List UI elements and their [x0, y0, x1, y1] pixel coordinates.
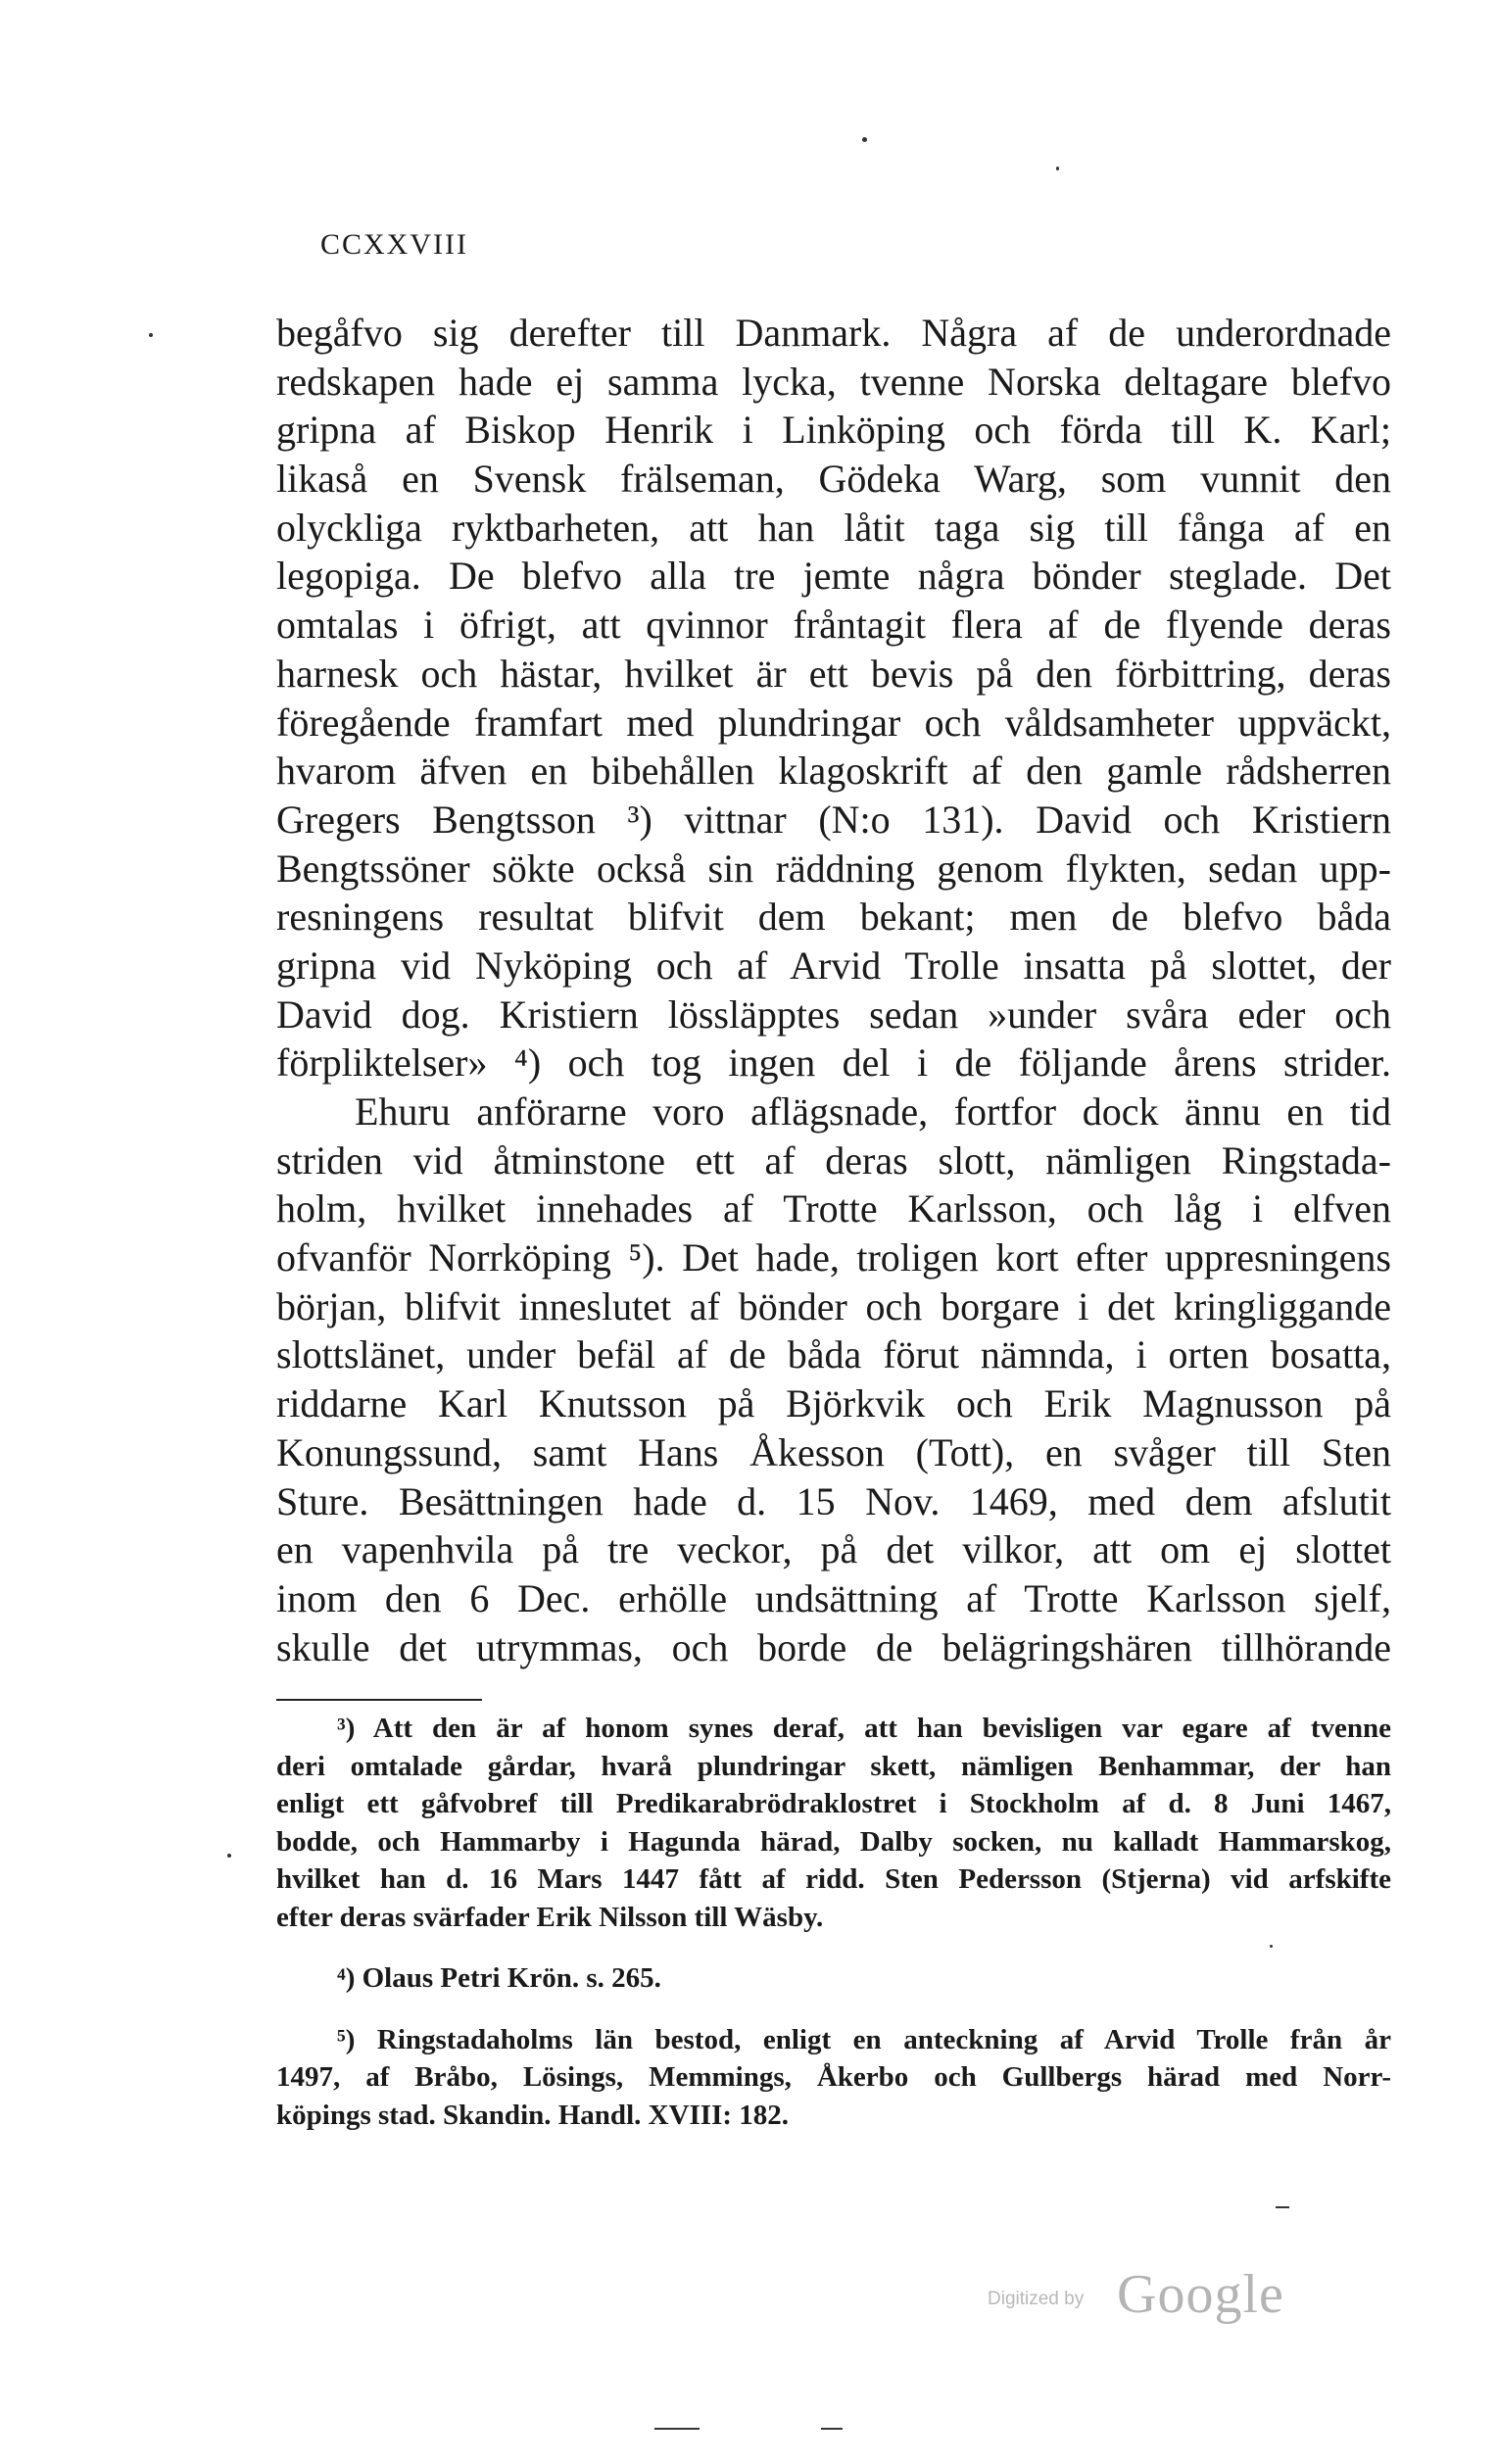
footnote-line: deri omtalade gårdar, hvarå plundringar skett, nämligen Benhammar, der han — [276, 1750, 1391, 1782]
body-line: början, blifvit inneslutet af bönder och borgare i det kringliggande — [276, 1283, 1391, 1329]
body-line: omtalas i öfrigt, att qvinnor fråntagit flera af de flyende deras — [276, 603, 1391, 648]
body-line: skulle det utrymmas, och borde de belägringshären tillhörande — [276, 1624, 1391, 1669]
body-line: legopiga. De blefvo alla tre jemte några bönder steglade. Det — [276, 554, 1391, 599]
body-line: holm, hvilket innehades af Trotte Karlsson, och låg i elfven — [276, 1186, 1391, 1232]
body-line: föregående framfart med plundringar och våldsamheter uppväckt, — [276, 700, 1391, 745]
body-line: riddarne Karl Knutsson på Björkvik och Erik Magnusson på — [276, 1381, 1391, 1426]
google-logo: Google — [1117, 2264, 1284, 2325]
body-line: David dog. Kristiern lössläpptes sedan »under svåra eder och — [276, 991, 1391, 1037]
body-line: olyckliga ryktbarheten, att han låtit taga sig till fånga af en — [276, 505, 1391, 550]
body-line: gripna vid Nyköping och af Arvid Trolle insatta på slottet, der — [276, 942, 1391, 988]
page-number: CCXXVIII — [320, 228, 468, 261]
footnote-5 — [276, 2021, 1391, 2135]
body-line: Ehuru anförarne voro aflägsnade, fortfor dock ännu en tid — [355, 1089, 1391, 1134]
digitized-by-google-watermark — [988, 2263, 1311, 2325]
scan-mark — [1276, 2206, 1289, 2208]
footnote-line: bodde, och Hammarby i Hagunda härad, Dalby socken, nu kalladt Hammarskog, — [276, 1825, 1391, 1858]
digitized-by-label: Digitized by — [988, 2289, 1085, 2309]
body-line: Sture. Besättningen hade d. 15 Nov. 1469, med dem afslutit — [276, 1478, 1391, 1523]
body-line: inom den 6 Dec. erhölle undsättning af Trotte Karlsson sjelf, — [276, 1575, 1391, 1620]
body-line: en vapenhvila på tre veckor, på det vilkor, att om ej slottet — [276, 1527, 1391, 1572]
body-line: förpliktelser» ⁴) och tog ingen del i de följande årens strider. — [276, 1040, 1391, 1086]
body-line: gripna af Biskop Henrik i Linköping och förda till K. Karl; — [276, 408, 1391, 453]
body-line: hvarom äfven en bibehållen klagoskrift af den gamle rådsherren — [276, 749, 1391, 794]
footnote-line: köpings stad. Skandin. Handl. XVIII: 182. — [276, 2099, 790, 2131]
body-line: redskapen hade ej samma lycka, tvenne Norska deltagare blefvo — [276, 359, 1391, 404]
scan-speck — [1056, 167, 1059, 170]
footnote-line: 1497, af Bråbo, Lösings, Memmings, Åkerbo och Gullbergs härad med Norr- — [276, 2061, 1391, 2093]
body-line: striden vid åtminstone ett af deras slott, nämligen Ringstada- — [276, 1137, 1391, 1183]
footnote-line: ³) Att den är af honom synes deraf, att han bevisligen var egare af tvenne — [337, 1713, 1391, 1744]
footnote-4 — [276, 1959, 1391, 1998]
footnote-line: enligt ett gåfvobref till Predikarabrödraklostret i Stockholm af d. 8 Juni 1467, — [276, 1788, 1391, 1819]
body-line: resningens resultat blifvit dem bekant; men de blefvo båda — [276, 894, 1391, 940]
body-line: likaså en Svensk frälseman, Gödeka Warg, som vunnit den — [276, 457, 1391, 502]
footnote-line: hvilket han d. 16 Mars 1447 fått af ridd. Sten Pedersson (Stjerna) vid arfskifte — [276, 1863, 1391, 1895]
footnote-line: ⁵) Ringstadaholms län bestod, enligt en anteckning af Arvid Trolle från år — [337, 2023, 1391, 2055]
body-line: Bengtssöner sökte också sin räddning genom flykten, sedan upp- — [276, 845, 1391, 891]
body-line: Gregers Bengtsson ³) vittnar (N:o 131). David och Kristiern — [276, 797, 1391, 842]
footnotes — [276, 1710, 1391, 2134]
scan-mark — [821, 2428, 843, 2430]
scan-speck — [1270, 1945, 1273, 1948]
body-line: slottslänet, under befäl af de båda förut nämnda, i orten bosatta, — [276, 1332, 1391, 1377]
footnote-line: ⁴) Olaus Petri Krön. s. 265. — [337, 1962, 661, 1994]
footnote-line: efter deras svärfader Erik Nilsson till Wäsby. — [276, 1901, 824, 1933]
scan-speck — [862, 137, 867, 142]
body-line: Konungssund, samt Hans Åkesson (Tott), en svåger till Sten — [276, 1429, 1391, 1474]
body-text — [276, 309, 1391, 1671]
footnote-divider — [276, 1699, 482, 1701]
scan-speck — [227, 1854, 231, 1858]
scan-speck — [149, 333, 153, 337]
scan-mark — [654, 2428, 700, 2430]
body-line: harnesk och hästar, hvilket är ett bevis på den förbittring, deras — [276, 651, 1391, 696]
footnote-3 — [276, 1710, 1391, 1936]
body-line: ofvanför Norrköping ⁵). Det hade, troligen kort efter uppresningens — [276, 1235, 1391, 1280]
body-line: begåfvo sig derefter till Danmark. Några af de underordnade — [276, 311, 1391, 355]
